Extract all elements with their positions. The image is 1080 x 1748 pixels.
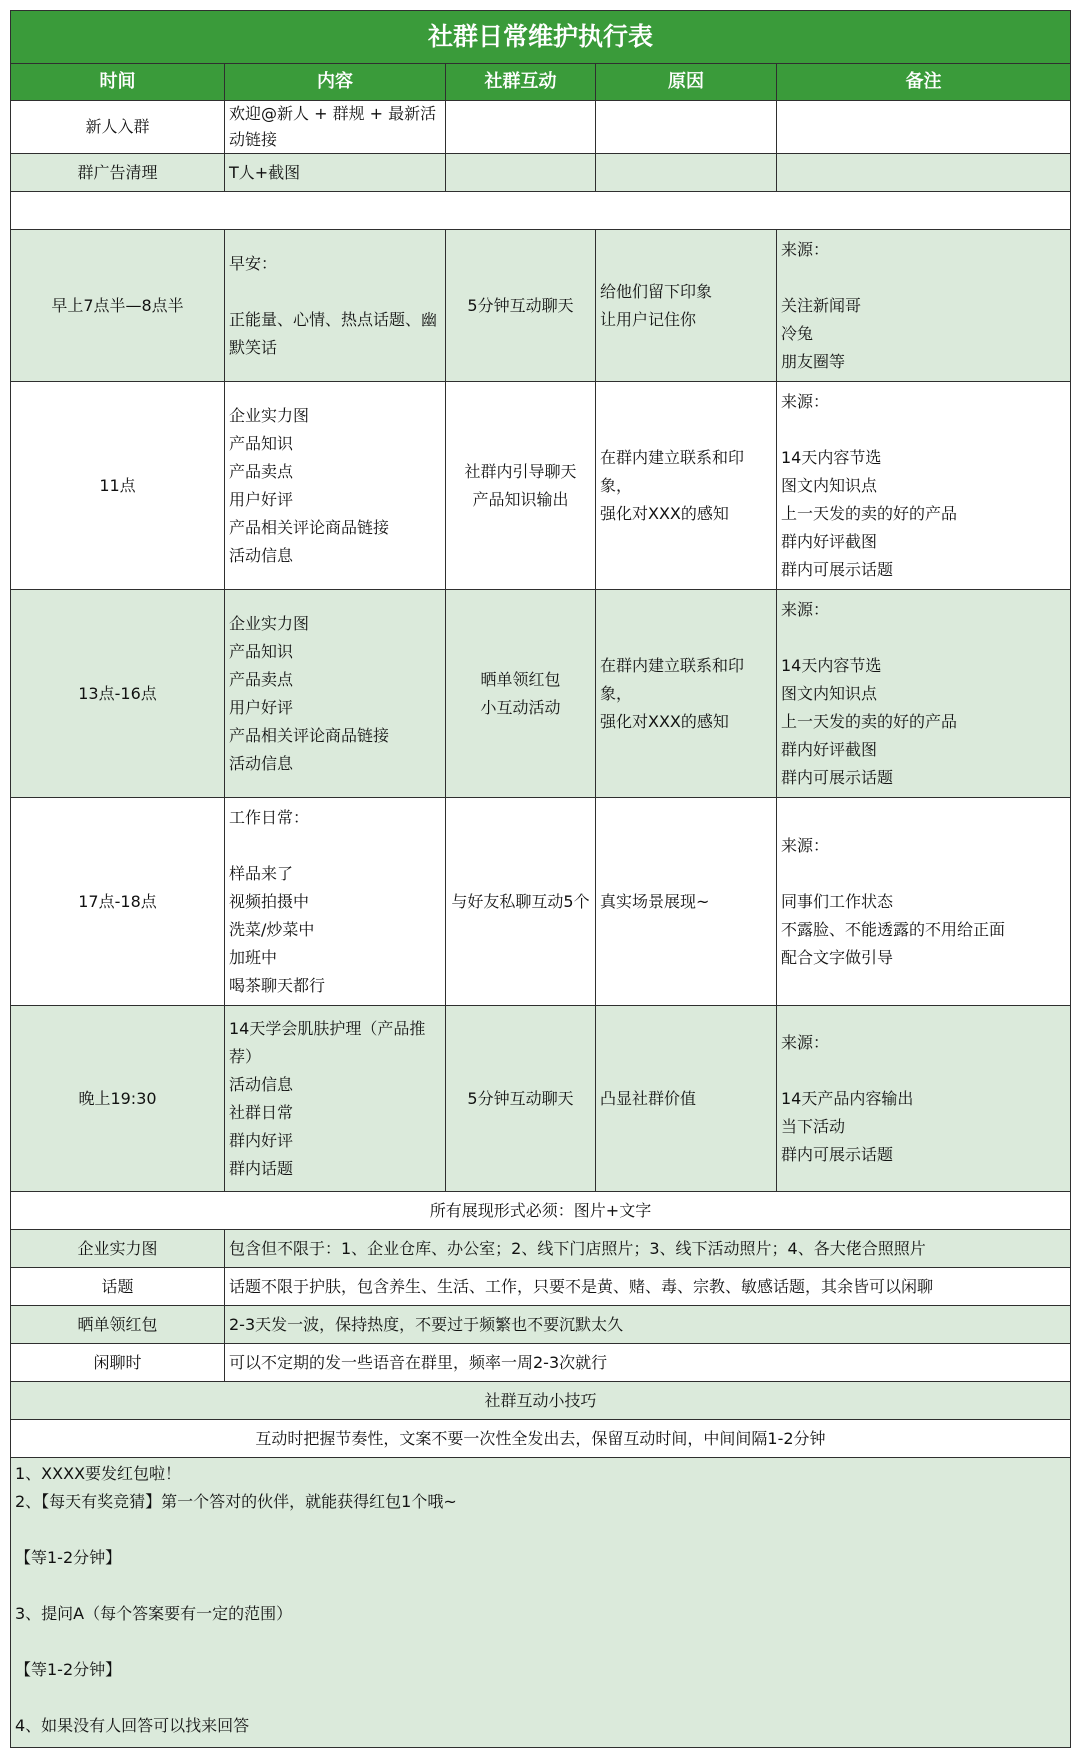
time-cell: 17点-18点 xyxy=(11,798,225,1006)
time-cell: 13点-16点 xyxy=(11,590,225,798)
note-cell xyxy=(777,154,1071,192)
interaction-cell: 社群内引导聊天 产品知识输出 xyxy=(446,382,596,590)
display-note: 所有展现形式必须：图片+文字 xyxy=(11,1192,1071,1230)
content-cell: 早安： 正能量、心情、热点话题、幽默笑话 xyxy=(225,230,446,382)
table-row xyxy=(11,382,1071,590)
rule-row xyxy=(11,1268,1071,1306)
content-cell: 工作日常： 样品来了 视频拍摄中 洗菜/炒菜中 加班中 喝茶聊天都行 xyxy=(225,798,446,1006)
interaction-cell: 晒单领红包 小互动活动 xyxy=(446,590,596,798)
note-cell xyxy=(777,101,1071,154)
header-reason: 原因 xyxy=(596,64,777,101)
table-row xyxy=(11,1006,1071,1192)
rule-label: 企业实力图 xyxy=(11,1230,225,1268)
content-cell: T人+截图 xyxy=(225,154,446,192)
tips-title-row xyxy=(11,1382,1071,1420)
note-cell: 来源： 关注新闻哥 冷兔 朋友圈等 xyxy=(777,230,1071,382)
tips-steps-row xyxy=(11,1458,1071,1748)
rule-label: 晒单领红包 xyxy=(11,1306,225,1344)
table-row xyxy=(11,101,1071,154)
rule-text: 包含但不限于：1、企业仓库、办公室；2、线下门店照片；3、线下活动照片；4、各大佬合照照片 xyxy=(225,1230,1071,1268)
rule-row xyxy=(11,1230,1071,1268)
reason-cell: 真实场景展现~ xyxy=(596,798,777,1006)
interaction-cell xyxy=(446,154,596,192)
interaction-cell: 5分钟互动聊天 xyxy=(446,1006,596,1192)
content-cell: 企业实力图 产品知识 产品卖点 用户好评 产品相关评论商品链接 活动信息 xyxy=(225,590,446,798)
rule-text: 2-3天发一波，保持热度，不要过于频繁也不要沉默太久 xyxy=(225,1306,1071,1344)
schedule-table xyxy=(10,10,1071,1748)
tips-rhythm-row xyxy=(11,1420,1071,1458)
time-cell: 群广告清理 xyxy=(11,154,225,192)
spacer-cell xyxy=(11,192,1071,230)
time-cell: 11点 xyxy=(11,382,225,590)
time-cell: 晚上19:30 xyxy=(11,1006,225,1192)
table-row xyxy=(11,590,1071,798)
note-cell: 来源： 14天产品内容输出 当下活动 群内可展示话题 xyxy=(777,1006,1071,1192)
content-cell: 企业实力图 产品知识 产品卖点 用户好评 产品相关评论商品链接 活动信息 xyxy=(225,382,446,590)
reason-cell: 在群内建立联系和印象， 强化对XXX的感知 xyxy=(596,590,777,798)
rule-row xyxy=(11,1344,1071,1382)
note-cell: 来源： 14天内容节选 图文内知识点 上一天发的卖的好的产品 群内好评截图 群内可展示话题 xyxy=(777,590,1071,798)
note-cell: 来源： 同事们工作状态 不露脸、不能透露的不用给正面 配合文字做引导 xyxy=(777,798,1071,1006)
rule-row xyxy=(11,1306,1071,1344)
rule-label: 话题 xyxy=(11,1268,225,1306)
tips-rhythm: 互动时把握节奏性，文案不要一次性全发出去，保留互动时间，中间间隔1-2分钟 xyxy=(11,1420,1071,1458)
table-row xyxy=(11,154,1071,192)
header-interaction: 社群互动 xyxy=(446,64,596,101)
table-row xyxy=(11,230,1071,382)
spacer-row xyxy=(11,192,1071,230)
rule-text: 话题不限于护肤，包含养生、生活、工作，只要不是黄、赌、毒、宗教、敏感话题，其余皆可以闲聊 xyxy=(225,1268,1071,1306)
reason-cell: 凸显社群价值 xyxy=(596,1006,777,1192)
interaction-cell: 与好友私聊互动5个 xyxy=(446,798,596,1006)
content-cell: 欢迎@新人 + 群规 + 最新活动链接 xyxy=(225,101,446,154)
reason-cell: 给他们留下印象 让用户记住你 xyxy=(596,230,777,382)
note-cell: 来源： 14天内容节选 图文内知识点 上一天发的卖的好的产品 群内好评截图 群内可展示话题 xyxy=(777,382,1071,590)
rule-label: 闲聊时 xyxy=(11,1344,225,1382)
rule-text: 可以不定期的发一些语音在群里，频率一周2-3次就行 xyxy=(225,1344,1071,1382)
sheet-title: 社群日常维护执行表 xyxy=(11,11,1071,64)
tips-title: 社群互动小技巧 xyxy=(11,1382,1071,1420)
display-note-row xyxy=(11,1192,1071,1230)
content-cell: 14天学会肌肤护理（产品推荐） 活动信息 社群日常 群内好评 群内话题 xyxy=(225,1006,446,1192)
reason-cell: 在群内建立联系和印象， 强化对XXX的感知 xyxy=(596,382,777,590)
header-note: 备注 xyxy=(777,64,1071,101)
header-time: 时间 xyxy=(11,64,225,101)
time-cell: 早上7点半—8点半 xyxy=(11,230,225,382)
maintenance-sheet xyxy=(10,10,1070,1748)
reason-cell xyxy=(596,154,777,192)
interaction-cell: 5分钟互动聊天 xyxy=(446,230,596,382)
table-row xyxy=(11,798,1071,1006)
tips-steps: 1、XXXX要发红包啦！ 2、【每天有奖竞猜】第一个答对的伙伴，就能获得红包1个哦~ 【等1-2分钟】 3、提问A（每个答案要有一定的范围） 【等1-2分钟】 4、如果没有人回答可以找来回答 xyxy=(11,1458,1071,1748)
time-cell: 新人入群 xyxy=(11,101,225,154)
interaction-cell xyxy=(446,101,596,154)
header-content: 内容 xyxy=(225,64,446,101)
reason-cell xyxy=(596,101,777,154)
